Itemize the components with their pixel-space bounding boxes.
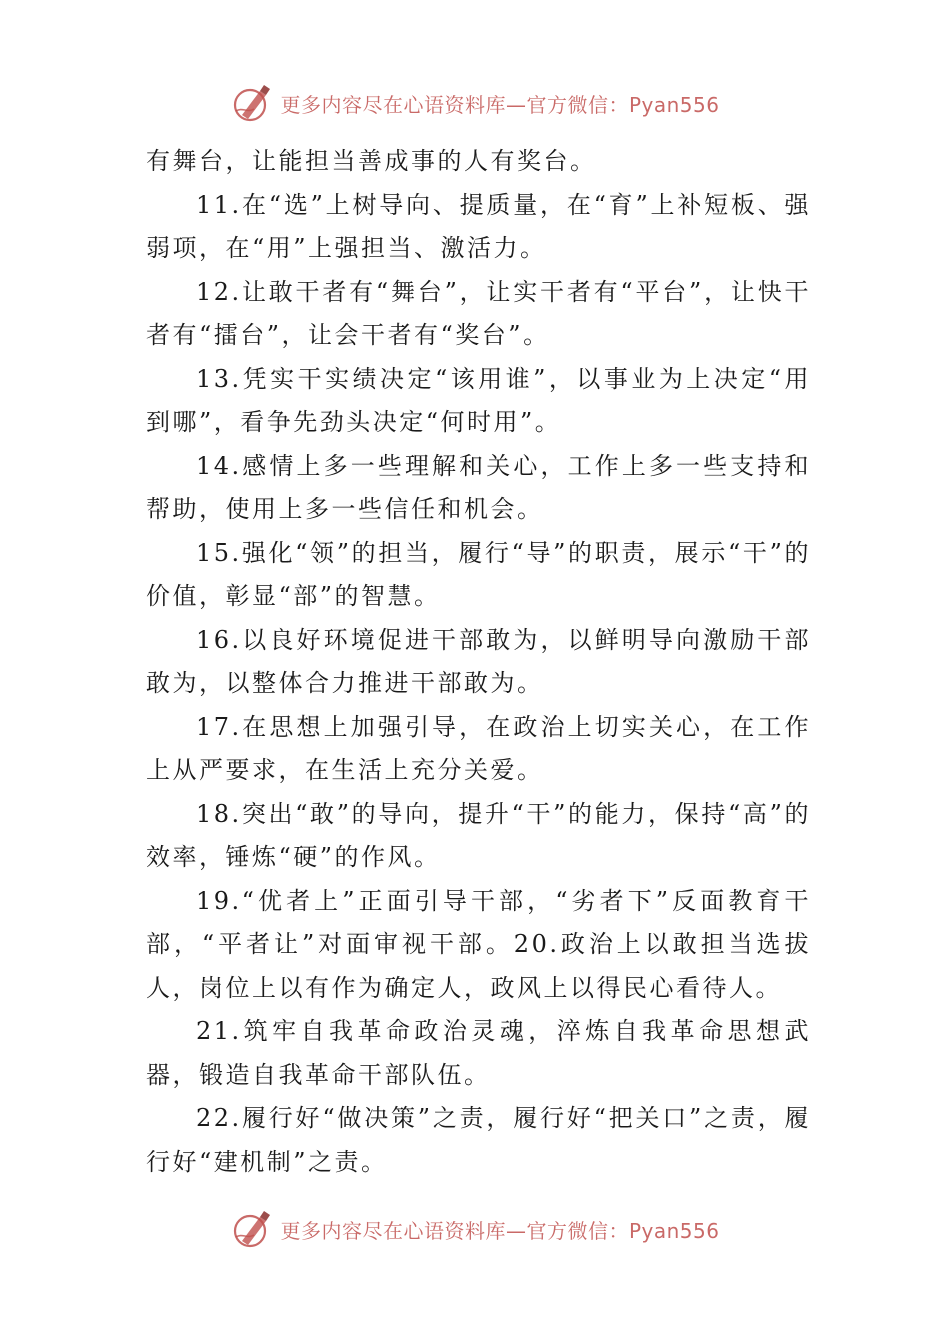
paragraph: 13.凭实干实绩决定“该用谁”，以事业为上决定“用到哪”，看争先劲头决定“何时用”。: [146, 364, 811, 436]
paragraph: 11.在“选”上树导向、提质量，在“育”上补短板、强弱项，在“用”上强担当、激活力。: [146, 190, 811, 262]
paragraph: 有舞台，让能担当善成事的人有奖台。: [146, 147, 597, 175]
paragraph: 14.感情上多一些理解和关心，工作上多一些支持和帮助，使用上多一些信任和机会。: [146, 451, 811, 523]
banner-text: 更多内容尽在心语资料库—官方微信：Pyan556: [280, 92, 720, 117]
footer-banner: [0, 1204, 950, 1254]
pen-nib-logo-icon: [230, 1207, 274, 1251]
pen-nib-logo-icon: [230, 81, 274, 125]
paragraph: 21.筑牢自我革命政治灵魂，淬炼自我革命思想武器，锻造自我革命干部队伍。: [146, 1017, 811, 1089]
header-banner: [0, 78, 950, 128]
paragraph: 16.以良好环境促进干部敢为，以鲜明导向激励干部敢为，以整体合力推进干部敢为。: [146, 625, 811, 697]
paragraph: 15.强化“领”的担当，履行“导”的职责，展示“干”的价值，彰显“部”的智慧。: [146, 538, 811, 610]
paragraph: 19.“优者上”正面引导干部，“劣者下”反面教育干部，“平者让”对面审视干部。20.政治上以敢担当选拔人，岗位上以有作为确定人，政风上以得民心看待人。: [146, 886, 811, 1002]
paragraph: 12.让敢干者有“舞台”，让实干者有“平台”，让快干者有“擂台”，让会干者有“奖台”。: [146, 277, 811, 349]
paragraph: 17.在思想上加强引导，在政治上切实关心，在工作上从严要求，在生活上充分关爱。: [146, 712, 811, 784]
paragraph: 22.履行好“做决策”之责，履行好“把关口”之责，履行好“建机制”之责。: [146, 1104, 811, 1176]
banner-text: 更多内容尽在心语资料库—官方微信：Pyan556: [280, 1218, 720, 1243]
document-body: [146, 140, 811, 1184]
paragraph: 18.突出“敢”的导向，提升“干”的能力，保持“高”的效率，锤炼“硬”的作风。: [146, 799, 811, 871]
